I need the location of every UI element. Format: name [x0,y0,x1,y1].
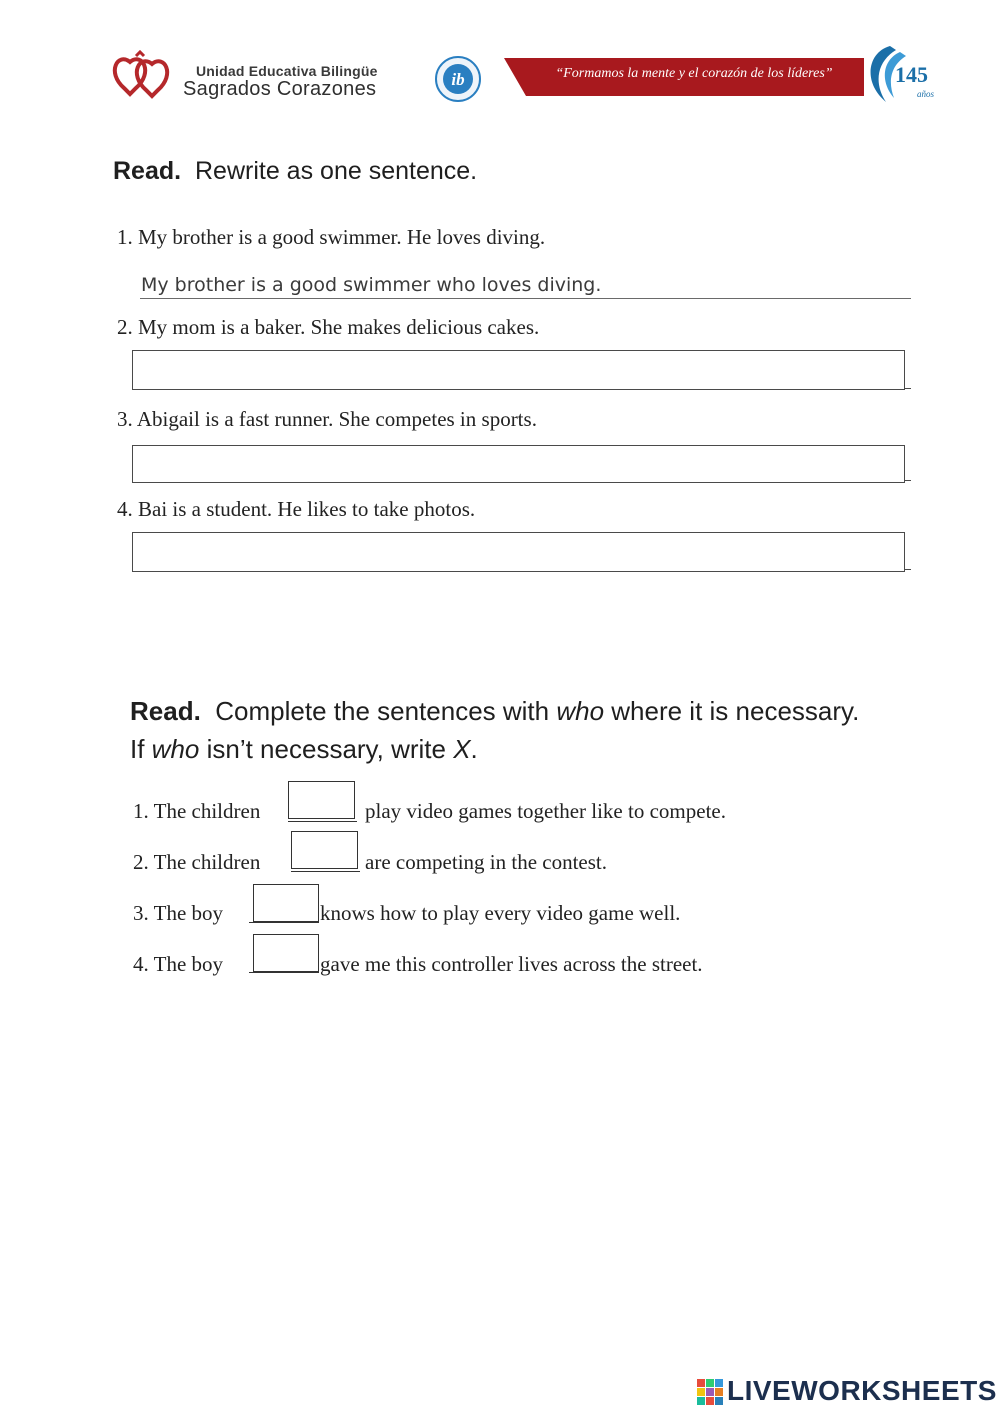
answer-box[interactable] [132,350,905,390]
section1-instruction [113,157,477,186]
ib-logo [428,55,488,103]
school-name-line1: Unidad Educativa Bilingüe [196,63,378,79]
fill-blank-box[interactable] [253,884,319,922]
instruction-line2: If who isn’t necessary, write X. [130,734,478,764]
instruction-bold: Read. [113,157,182,185]
fill-sentence-after: knows how to play every video game well. [320,901,681,925]
example-answer: My brother is a good swimmer who loves diving. [141,274,602,296]
instruction-line1: Read. Complete the sentences with who where it is necessary. [130,696,860,726]
motto-text: “Formamos la mente y el corazón de los líderes” [555,66,833,81]
section2-instruction [130,692,930,768]
sentence-item: 1. My brother is a good swimmer. He loves diving. [117,225,546,249]
fill-blank-line [288,821,357,822]
fill-sentence-before: 2. The children [133,850,261,874]
fill-blank-line [249,922,319,923]
fill-blank-box[interactable] [288,781,355,819]
answer-line-tick [905,569,911,570]
sentence-item: 2. My mom is a baker. She makes delicious cakes. [117,315,540,339]
school-name-line2: Sagrados Corazones [183,78,377,100]
school-logo [110,50,174,102]
answer-line-tick [905,388,911,389]
sentence-item: 4. Bai is a student. He likes to take photos. [117,497,476,521]
answer-line [140,298,911,299]
answer-box[interactable] [132,532,905,572]
fill-sentence-before: 3. The boy [133,901,224,925]
fill-sentence-before: 1. The children [133,799,261,823]
liveworksheets-logo-icon [697,1379,725,1405]
svg-text:ib: ib [451,70,465,89]
answer-box[interactable] [132,445,905,483]
anniversary-number: 145 [895,62,928,87]
fill-sentence-after: are competing in the contest. [365,850,608,874]
instruction-text: Rewrite as one sentence. [195,157,478,185]
instruction-bold: Read. [130,696,201,726]
liveworksheets-brand: LIVEWORKSHEETS [727,1375,997,1406]
fill-blank-box[interactable] [291,831,358,869]
sentence-item: 3. Abigail is a fast runner. She competes in sports. [117,407,537,431]
fill-sentence-after: gave me this controller lives across the street. [320,952,703,976]
fill-sentence-before: 4. The boy [133,952,224,976]
anniversary-word: años [917,89,935,99]
fill-blank-box[interactable] [253,934,319,972]
answer-line-tick [905,480,911,481]
fill-blank-line [249,972,319,973]
fill-blank-line [291,871,360,872]
fill-sentence-after: play video games together like to compete. [365,799,726,823]
